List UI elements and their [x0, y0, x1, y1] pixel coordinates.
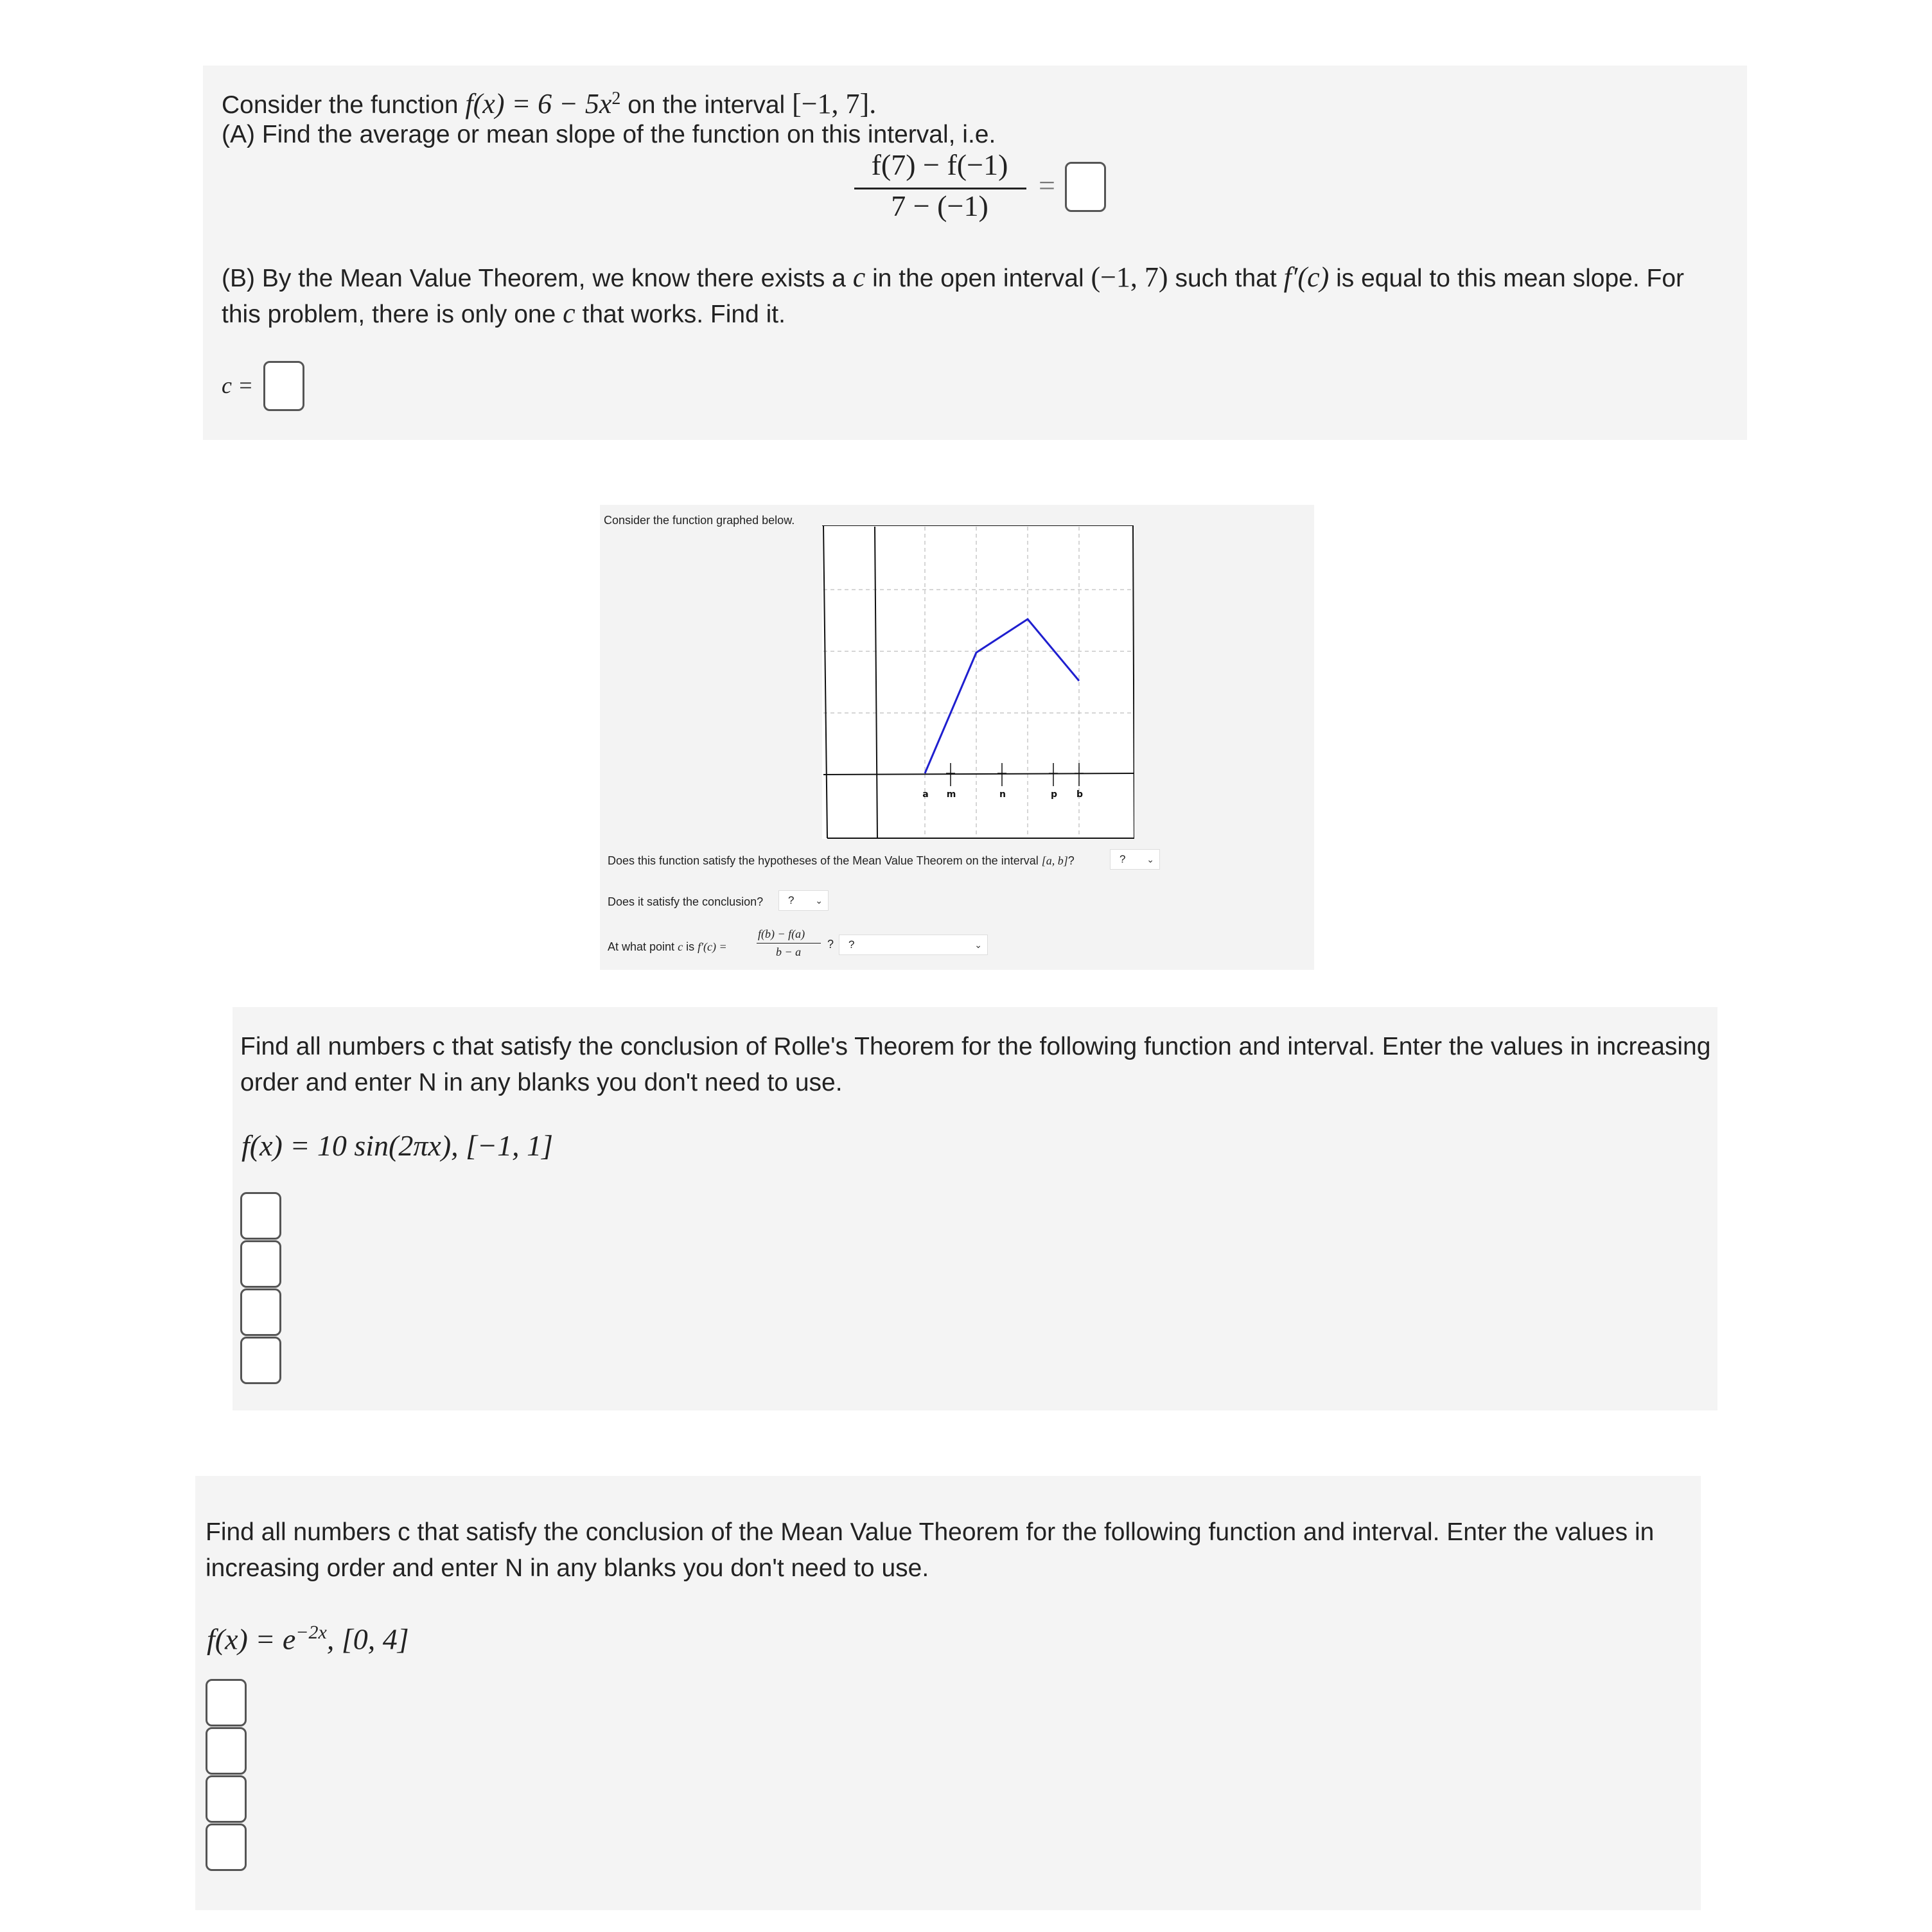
mvt-answer-4-input[interactable] [206, 1823, 247, 1871]
q1-line2: (A) Find the average or mean slope of the function on this interval, i.e. [222, 121, 996, 148]
c-answer-input[interactable] [263, 361, 304, 411]
q1-partB-fprime: f′(c) [1283, 261, 1330, 293]
rolle-answer-3-input[interactable] [240, 1288, 281, 1336]
chevron-down-icon: ⌄ [974, 940, 982, 950]
q2-point-qmark: ? [827, 938, 834, 951]
q1-partB-line2-b: that works. Find it. [582, 301, 786, 328]
q4-function-base: f(x) = e [207, 1622, 296, 1656]
point-c-select-value: ? [848, 938, 855, 951]
graph-label-m: m [946, 789, 956, 800]
q1-equals: = [1039, 169, 1055, 202]
q3-line2: order and enter N in any blanks you don't need to use. [240, 1069, 843, 1096]
graph-label-n: n [999, 789, 1006, 800]
q2-point-fraction-num: f(b) − f(a) [758, 927, 805, 940]
graph-label-b: b [1076, 789, 1084, 800]
c-label: c = [222, 373, 254, 398]
q1-partB-line2 [222, 295, 786, 333]
graph-label-p: p [1050, 789, 1058, 800]
hypotheses-select[interactable] [1110, 849, 1160, 870]
q2-conclusion-question: Does it satisfy the conclusion? [608, 895, 764, 908]
q4-line2: increasing order and enter N in any blanks you don't need to use. [206, 1554, 929, 1582]
conclusion-select[interactable] [778, 890, 829, 911]
q2-point-fprime: f′(c) = [698, 940, 727, 953]
mvt-answer-3-input[interactable] [206, 1775, 247, 1823]
q1-partB-text-d: such that [1175, 265, 1277, 292]
q2-point-question [608, 940, 727, 954]
q1-interval: [−1, 7]. [792, 88, 877, 119]
rolle-answer-1-input[interactable] [240, 1192, 281, 1240]
q4-line1: Find all numbers c that satisfy the conclusion of the Mean Value Theorem for the following function and interval. Enter the values in [206, 1518, 1655, 1546]
q2-point-text-a: At what point [608, 940, 675, 953]
q2-hypotheses-text: Does this function satisfy the hypotheses of the Mean Value Theorem on the interval [608, 854, 1039, 867]
chevron-down-icon: ⌄ [815, 895, 823, 906]
q1-partB-line2-a: this problem, there is only one [222, 301, 556, 328]
q1-line1-text: Consider the function [222, 91, 459, 119]
hypotheses-select-value: ? [1120, 853, 1126, 865]
q3-line1: Find all numbers c that satisfy the conclusion of Rolle's Theorem for the following function and interval. Enter the values in increasing [240, 1033, 1711, 1060]
rolle-answer-4-input[interactable] [240, 1337, 281, 1384]
q4-function [207, 1613, 409, 1658]
q1-partB-c: c [852, 261, 866, 293]
point-c-select[interactable] [839, 935, 988, 955]
q1-partB-text-b: in the open interval [872, 265, 1084, 292]
q2-point-c: c [678, 940, 683, 953]
q2-point-text-b: is [686, 940, 695, 953]
q2-hypotheses-interval: [a, b] [1041, 854, 1068, 867]
conclusion-select-value: ? [788, 894, 795, 906]
q1-partB-text-a: (B) By the Mean Value Theorem, we know there exists a [222, 265, 846, 292]
q4-function-exponent: −2x [295, 1622, 327, 1643]
q1-exponent: 2 [611, 89, 621, 109]
q1-line1-mid: on the interval [628, 91, 786, 119]
q1-partB-interval: (−1, 7) [1091, 261, 1168, 293]
q1-partB-line2-c: c [563, 297, 575, 329]
mvt-answer-2-input[interactable] [206, 1727, 247, 1775]
q2-hypotheses-qmark: ? [1067, 854, 1075, 867]
q1-partB-text-e: is equal to this mean slope. For [1336, 265, 1685, 292]
rolle-answer-2-input[interactable] [240, 1240, 281, 1288]
q2-point-fraction-den: b − a [776, 945, 802, 958]
q1-function: f(x) = 6 − 5x [465, 88, 612, 119]
q1-partB-line1 [222, 259, 1684, 297]
q4-function-interval: , [0, 4] [326, 1622, 409, 1656]
mvt-function-graph [822, 525, 1134, 839]
q1-fraction-denominator: 7 − (−1) [891, 189, 988, 222]
mvt-answer-1-input[interactable] [206, 1679, 247, 1726]
q1-fraction-numerator: f(7) − f(−1) [871, 148, 1008, 181]
chevron-down-icon: ⌄ [1146, 854, 1154, 865]
q2-point-fraction-bar [757, 943, 821, 944]
q2-hypotheses-question [608, 854, 1075, 868]
graph-label-a: a [922, 789, 929, 800]
q2-intro: Consider the function graphed below. [604, 514, 795, 527]
mean-slope-answer-input[interactable] [1065, 162, 1106, 212]
q3-function: f(x) = 10 sin(2πx), [−1, 1] [242, 1129, 553, 1162]
